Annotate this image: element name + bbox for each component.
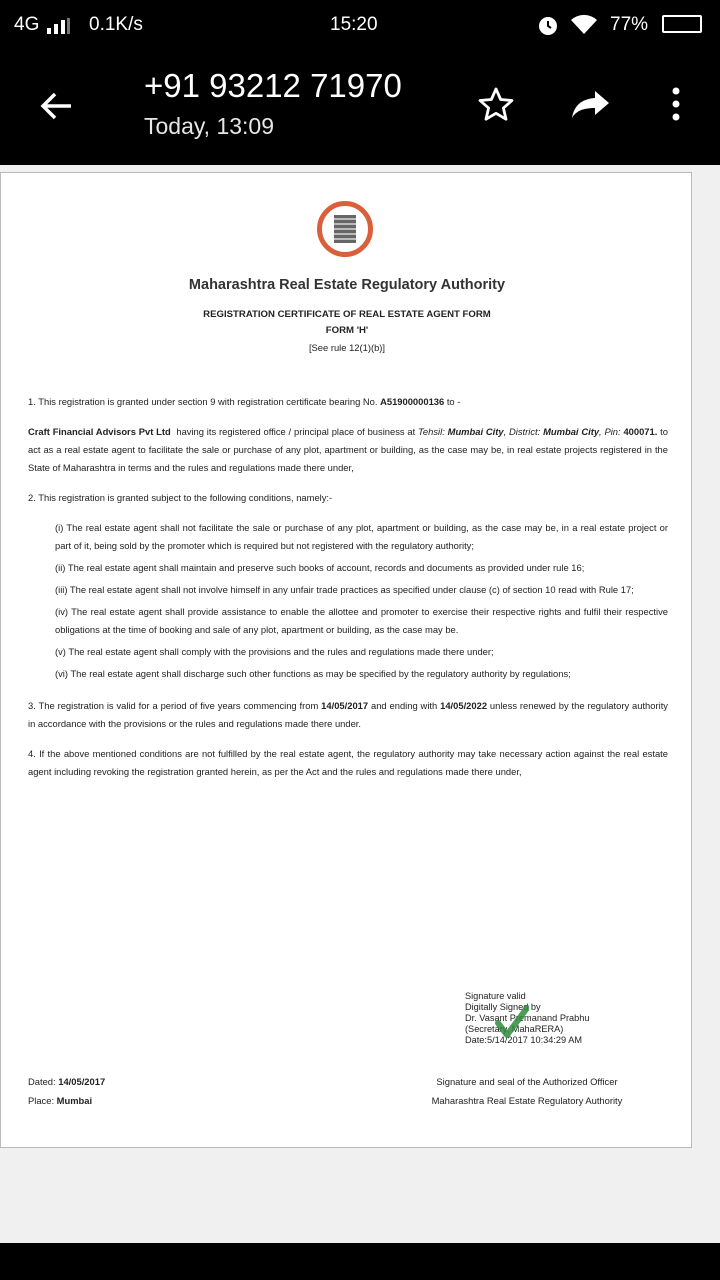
back-arrow-icon[interactable] [34,84,78,128]
bottom-bar [0,1243,720,1280]
more-vert-icon[interactable] [660,82,692,126]
condition-1: (i) The real estate agent shall not facilitate the sale or purchase of any plot, apartment or building, as the case may be, in a real estate project or part of it, being sold by the promoter which is required but not registered with the regulatory authority; [55,522,668,551]
status-bar [0,0,720,52]
battery-icon [662,15,702,33]
network-speed: 0.1K/s [89,14,143,35]
digital-signature: Signature valid Digitally Signed by Dr. Vasant Premanand Prabhu (Secretary, MahaRERA) Date:5/14/2017 10:34:29 AM [465,991,590,1045]
alarm-icon [536,13,560,37]
condition-6: (vi) The real estate agent shall discharge such other functions as may be specified by the regulatory authority by regulations; [55,668,571,679]
condition-2: (ii) The real estate agent shall maintain and preserve such books of account, records and documents as provided under rule 16; [55,562,585,573]
paragraph-1: 1. This registration is granted under section 9 with registration certificate bearing No. A51900000136 to - [28,396,461,407]
certificate-body [28,393,668,793]
paragraph-4: 4. If the above mentioned conditions are not fulfilled by the real estate agent, the regulatory authority may take necessary action against the real estate agent including revoking the registration granted herein, as per the Act and the rules and regulations made there under, [28,748,668,777]
battery-percent: 77% [610,14,649,35]
condition-5: (v) The real estate agent shall comply with the provisions and the rules and regulations made there under; [55,646,494,657]
org-title: Maharashtra Real Estate Regulatory Authority [188,277,506,293]
app-bar [0,52,720,165]
officer-org: Maharashtra Real Estate Regulatory Authority [431,1095,623,1106]
contact-number: +91 93212 71970 [144,67,402,104]
clock: 15:20 [330,14,378,35]
place: Place: Mumbai [28,1095,93,1106]
message-date: Today, 13:09 [144,113,275,139]
certificate-document [0,172,692,1148]
condition-3: (iii) The real estate agent shall not involve himself in any unfair trade practices as specified under clause (c) of section 10 read with Rule 17; [55,584,634,595]
star-icon[interactable] [474,82,518,126]
dated: Dated: 14/05/2017 [28,1076,106,1087]
paragraph-3: 3. The registration is valid for a period of five years commencing from 14/05/2017 and ending with 14/05/2022 unless renewed by the regulatory authority in accordance with the provisions or the rules and regulations made there under. [28,700,668,729]
form-label: FORM 'H' [325,325,369,336]
paragraph-1-agent: Craft Financial Advisors Pvt Ltd having its registered office / principal place of business at Tehsil: Mumbai City, District: Mumbai City, Pin: 400071. to act as a real estate agent to facilitate the sale or purchase of any plot, apartment or building, as the case may be, in real estate projects registered in the State of Maharashtra in terms and the rules and regulations made there under, [28,426,668,473]
checkmark-icon [495,1005,529,1039]
signal-icon [47,18,71,34]
officer-label: Signature and seal of the Authorized Officer [436,1076,618,1087]
paragraph-2: 2. This registration is granted subject to the following conditions, namely:- [28,492,333,503]
certificate-heading: REGISTRATION CERTIFICATE OF REAL ESTATE AGENT FORM [203,309,491,320]
share-icon[interactable] [568,82,614,126]
wifi-icon [570,13,598,35]
rule-ref: [See rule 12(1)(b)] [308,342,386,353]
network-type: 4G [14,14,40,35]
maharera-logo [317,201,373,257]
agent-name: Craft Financial Advisors Pvt Ltd [28,426,171,437]
condition-4: (iv) The real estate agent shall provide assistance to enable the allottee and promoter to exercise their respective rights and fulfil their respective obligations at the time of booking and sale of any plot, apartment or building, as the case may be. [55,606,668,635]
